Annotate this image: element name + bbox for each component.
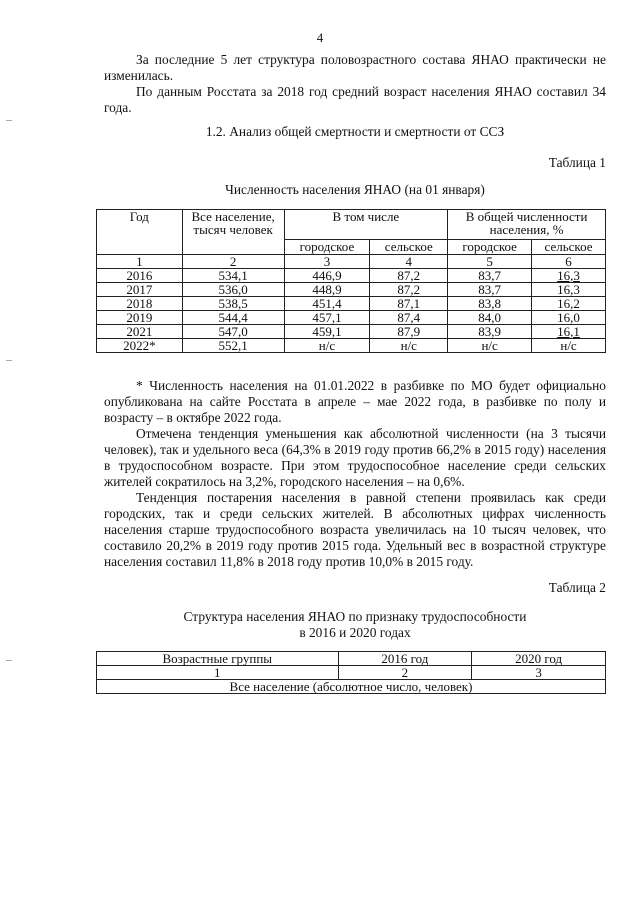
table-row	[97, 311, 606, 325]
header-2016: 2016 год	[338, 652, 472, 666]
cell-rural-share: н/с	[532, 339, 606, 353]
cell-urban-share: 83,8	[448, 297, 532, 311]
cell-total: 536,0	[182, 283, 284, 297]
scan-margin-mark	[6, 360, 12, 361]
column-number: 3	[472, 666, 606, 680]
cell-total: 538,5	[182, 297, 284, 311]
table1-title: Численность населения ЯНАО (на 01 января)	[225, 182, 485, 197]
cell-rural-share: 16,3	[532, 283, 606, 297]
column-number: 5	[448, 255, 532, 269]
cell-urban: 457,1	[284, 311, 370, 325]
table-row	[97, 269, 606, 283]
header-year: Год	[97, 210, 183, 255]
cell-year: 2017	[97, 283, 183, 297]
cell-rural-share: 16,2	[532, 297, 606, 311]
section-all-population: Все население (абсолютное число, человек)	[97, 680, 606, 694]
column-number: 4	[370, 255, 448, 269]
page-number: 4	[316, 30, 324, 45]
scan-margin-mark	[6, 120, 12, 121]
cell-urban: 448,9	[284, 283, 370, 297]
cell-urban-share: 83,7	[448, 283, 532, 297]
header-age-groups: Возрастные группы	[97, 652, 339, 666]
column-number: 2	[338, 666, 472, 680]
table2-title-line2: в 2016 и 2020 годах	[299, 625, 411, 640]
cell-urban: 446,9	[284, 269, 370, 283]
column-number: 2	[182, 255, 284, 269]
table-header-row	[97, 652, 606, 666]
cell-urban-share: 84,0	[448, 311, 532, 325]
column-number-row	[97, 255, 606, 269]
table-row	[97, 283, 606, 297]
cell-total: 547,0	[182, 325, 284, 339]
cell-year: 2018	[97, 297, 183, 311]
section-heading: 1.2. Анализ общей смертности и смертности от ССЗ	[205, 124, 505, 139]
cell-year: 2022*	[97, 339, 183, 353]
header-including: В том числе	[284, 210, 448, 240]
header-urban-share: городское	[448, 240, 532, 255]
working-age-table	[96, 651, 606, 694]
population-table	[96, 209, 606, 353]
cell-rural: 87,1	[370, 297, 448, 311]
cell-rural-share: 16,0	[532, 311, 606, 325]
cell-rural-share: 16,3	[532, 269, 606, 283]
table-row	[97, 325, 606, 339]
table1-label: Таблица 1	[548, 155, 606, 170]
cell-urban: н/с	[284, 339, 370, 353]
column-number: 1	[97, 666, 339, 680]
table2-label: Таблица 2	[548, 580, 606, 595]
table-row	[97, 339, 606, 353]
table-header-row	[97, 210, 606, 240]
footnote: * Численность населения на 01.01.2022 в разбивке по МО будет официально опубликована на сайте Росстата в апреле – мае 2022 года, в разбивке по полу и возрасту – в октябре 2022 года.	[104, 378, 606, 425]
table-row	[97, 297, 606, 311]
cell-rural: 87,4	[370, 311, 448, 325]
cell-year: 2021	[97, 325, 183, 339]
cell-urban: 459,1	[284, 325, 370, 339]
table2-title-line1: Структура населения ЯНАО по признаку трудоспособности	[183, 609, 527, 624]
cell-urban-share: 83,9	[448, 325, 532, 339]
paragraph-working-age: Отмечена тенденция уменьшения как абсолютной численности (на 3 тысячи человек), так и удельного веса (64,3% в 2019 году против 66,2% в 2015 году) населения в трудоспособном возрасте. При этом трудоспособное население среди сельских жителей сократилось на 3,2%, городского населения – на 0,6%.	[104, 426, 606, 489]
scan-margin-mark	[6, 660, 12, 661]
column-number: 3	[284, 255, 370, 269]
column-number: 6	[532, 255, 606, 269]
cell-rural: 87,2	[370, 283, 448, 297]
cell-year: 2019	[97, 311, 183, 325]
header-rural: сельское	[370, 240, 448, 255]
header-rural-share: сельское	[532, 240, 606, 255]
header-share: В общей численности населения, %	[448, 210, 606, 240]
cell-total: 544,4	[182, 311, 284, 325]
cell-year: 2016	[97, 269, 183, 283]
cell-rural: 87,9	[370, 325, 448, 339]
cell-rural: 87,2	[370, 269, 448, 283]
header-urban: городское	[284, 240, 370, 255]
cell-urban-share: н/с	[448, 339, 532, 353]
column-number-row	[97, 666, 606, 680]
cell-rural: н/с	[370, 339, 448, 353]
cell-urban-share: 83,7	[448, 269, 532, 283]
header-total: Все население, тысяч человек	[182, 210, 284, 255]
cell-urban: 451,4	[284, 297, 370, 311]
paragraph-aging: Тенденция постарения населения в равной степени проявилась как среди городских, так и среди сельских жителей. В абсолютных цифрах численность населения старше трудоспособного возраста увеличилась на 10 тысяч человек, что составило 20,2% в 2019 году против 2015 года. Удельный вес в возрастной структуре населения составил 11,8% в 2018 году против 10,0% в 2015 году.	[104, 490, 606, 569]
paragraph-average-age: По данным Росстата за 2018 год средний возраст населения ЯНАО составил 34 года.	[104, 84, 606, 115]
paragraph-structure: За последние 5 лет структура половозрастного состава ЯНАО практически не изменилась.	[104, 52, 606, 83]
column-number: 1	[97, 255, 183, 269]
cell-total: 534,1	[182, 269, 284, 283]
cell-rural-share: 16,1	[532, 325, 606, 339]
cell-total: 552,1	[182, 339, 284, 353]
header-2020: 2020 год	[472, 652, 606, 666]
table-section-row	[97, 680, 606, 694]
